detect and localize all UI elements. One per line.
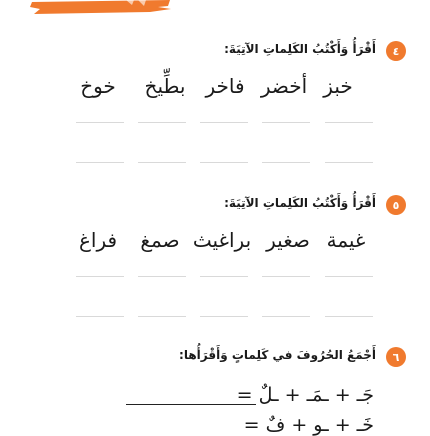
word: أخضر	[260, 74, 308, 98]
exercise-instruction: أَقْرَأُ وَأَكْتُبُ الكَلِماتِ الآتِيَةَ:	[224, 196, 376, 210]
word: فراغ	[78, 228, 118, 252]
writing-line[interactable]	[325, 276, 373, 277]
writing-line[interactable]	[262, 162, 310, 163]
word: غيمة	[326, 228, 366, 252]
writing-line[interactable]	[200, 122, 248, 123]
letters-equation: جَـ + ـمَـ + ـلٌ =	[236, 384, 374, 406]
writing-line[interactable]	[76, 122, 124, 123]
word: خبز	[323, 74, 353, 98]
writing-line[interactable]	[325, 162, 373, 163]
writing-line[interactable]	[76, 316, 124, 317]
writing-line[interactable]	[76, 276, 124, 277]
writing-line[interactable]	[138, 122, 186, 123]
header-banner	[30, 0, 172, 14]
exercise-number-badge: ٥	[386, 195, 406, 215]
writing-line[interactable]	[262, 276, 310, 277]
writing-line[interactable]	[325, 316, 373, 317]
writing-line[interactable]	[200, 316, 248, 317]
writing-line[interactable]	[200, 162, 248, 163]
writing-line[interactable]	[200, 276, 248, 277]
answer-line[interactable]	[126, 404, 256, 405]
exercise-number-badge: ٦	[386, 347, 406, 367]
exercise-instruction: أَجْمَعُ الحُرُوفَ في كَلِماتٍ وَأَقْرَأُها:	[179, 348, 376, 362]
word: صغير	[266, 228, 310, 252]
writing-line[interactable]	[138, 316, 186, 317]
writing-line[interactable]	[138, 162, 186, 163]
word: براغيث	[192, 228, 252, 252]
writing-line[interactable]	[138, 276, 186, 277]
word: بطِّيخ	[144, 74, 186, 98]
exercise-number-badge: ٤	[386, 41, 406, 61]
writing-line[interactable]	[262, 122, 310, 123]
word: صمغ	[140, 228, 180, 252]
writing-line[interactable]	[76, 162, 124, 163]
word: فاخر	[205, 74, 245, 98]
exercise-instruction: أَقْرَأُ وَأَكْتُبُ الكَلِماتِ الآتِيَةَ:	[224, 42, 376, 56]
word: خوخ	[80, 74, 116, 98]
writing-line[interactable]	[262, 316, 310, 317]
writing-line[interactable]	[325, 122, 373, 123]
letters-equation: خَـ + ـو + فٌ =	[243, 414, 374, 436]
